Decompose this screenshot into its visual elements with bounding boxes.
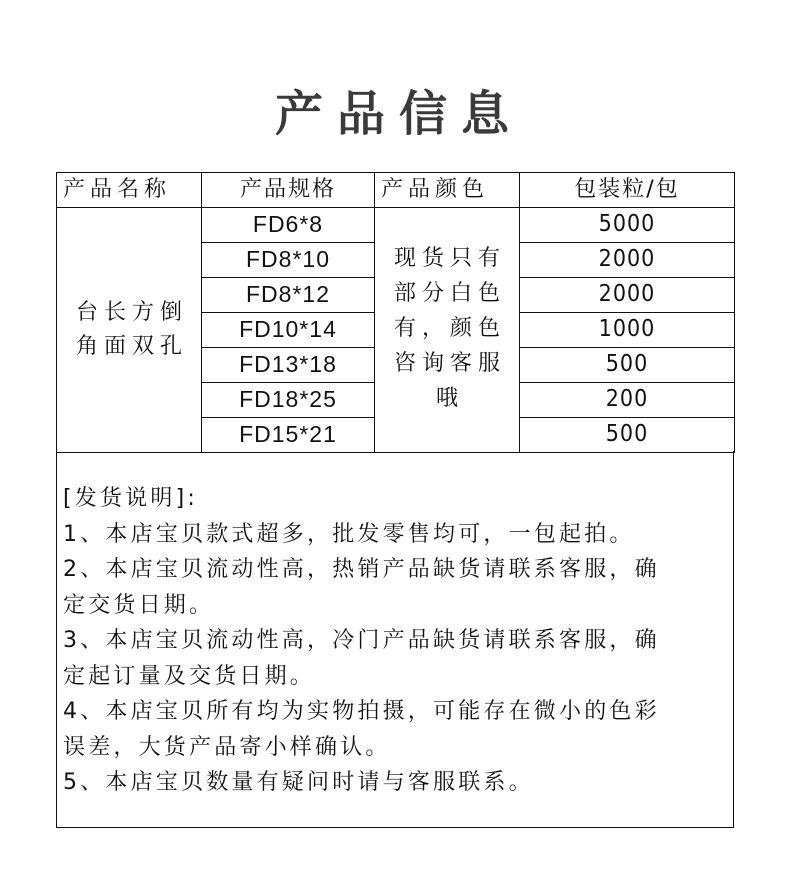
spec-cell: FD10*14 xyxy=(202,313,375,348)
spec-cell: FD8*12 xyxy=(202,278,375,313)
notes-line: 4、本店宝贝所有均为实物拍摄，可能存在微小的色彩 xyxy=(63,699,660,724)
spec-cell: FD13*18 xyxy=(202,348,375,383)
spec-cell: FD6*8 xyxy=(202,208,375,243)
pack-cell: 200 xyxy=(520,383,735,418)
notes-line: 3、本店宝贝流动性高，冷门产品缺货请联系客服，确 xyxy=(63,628,660,653)
header-product-color: 产品颜色 xyxy=(375,173,520,208)
spec-cell: FD15*21 xyxy=(202,418,375,453)
spec-cell: FD8*10 xyxy=(202,243,375,278)
color-note-line: 哦 xyxy=(435,385,464,411)
product-name-line: 角面双孔 xyxy=(75,334,188,359)
pack-cell: 500 xyxy=(520,418,735,453)
pack-cell: 5000 xyxy=(520,208,735,243)
header-product-spec: 产品规格 xyxy=(202,173,375,208)
color-note-line: 咨询客服 xyxy=(393,350,506,376)
notes-line: 1、本店宝贝款式超多，批发零售均可，一包起拍。 xyxy=(63,521,635,547)
pack-cell: 500 xyxy=(520,348,735,383)
pack-cell: 2000 xyxy=(520,243,735,278)
pack-cell: 2000 xyxy=(520,278,735,313)
shipping-notes xyxy=(56,451,734,828)
header-pack-quantity: 包装粒/包 xyxy=(520,173,735,208)
color-note-line: 现货只有 xyxy=(393,245,506,271)
page-title: 产品信息 xyxy=(274,86,523,142)
pack-cell: 1000 xyxy=(520,313,735,348)
color-note-line: 部分白色 xyxy=(393,280,506,306)
color-note-line: 有，颜色 xyxy=(393,315,506,341)
header-product-name: 产品名称 xyxy=(57,173,202,208)
notes-line: 定起订量及交货日期。 xyxy=(63,663,316,689)
product-name-cell xyxy=(57,208,202,453)
notes-line: 5、本店宝贝数量有疑问时请与客服联系。 xyxy=(63,770,534,795)
spec-cell: FD18*25 xyxy=(202,383,375,418)
product-spec-table xyxy=(56,172,735,453)
notes-heading: [发货说明]: xyxy=(63,486,198,511)
notes-line: 误差，大货产品寄小样确认。 xyxy=(63,734,391,760)
table-row xyxy=(57,208,735,243)
product-name-line: 台长方倒 xyxy=(75,300,188,325)
table-header-row xyxy=(57,173,735,208)
product-color-cell xyxy=(375,208,520,453)
notes-line: 2、本店宝贝流动性高，热销产品缺货请联系客服，确 xyxy=(63,557,660,582)
notes-line: 定交货日期。 xyxy=(63,592,215,618)
